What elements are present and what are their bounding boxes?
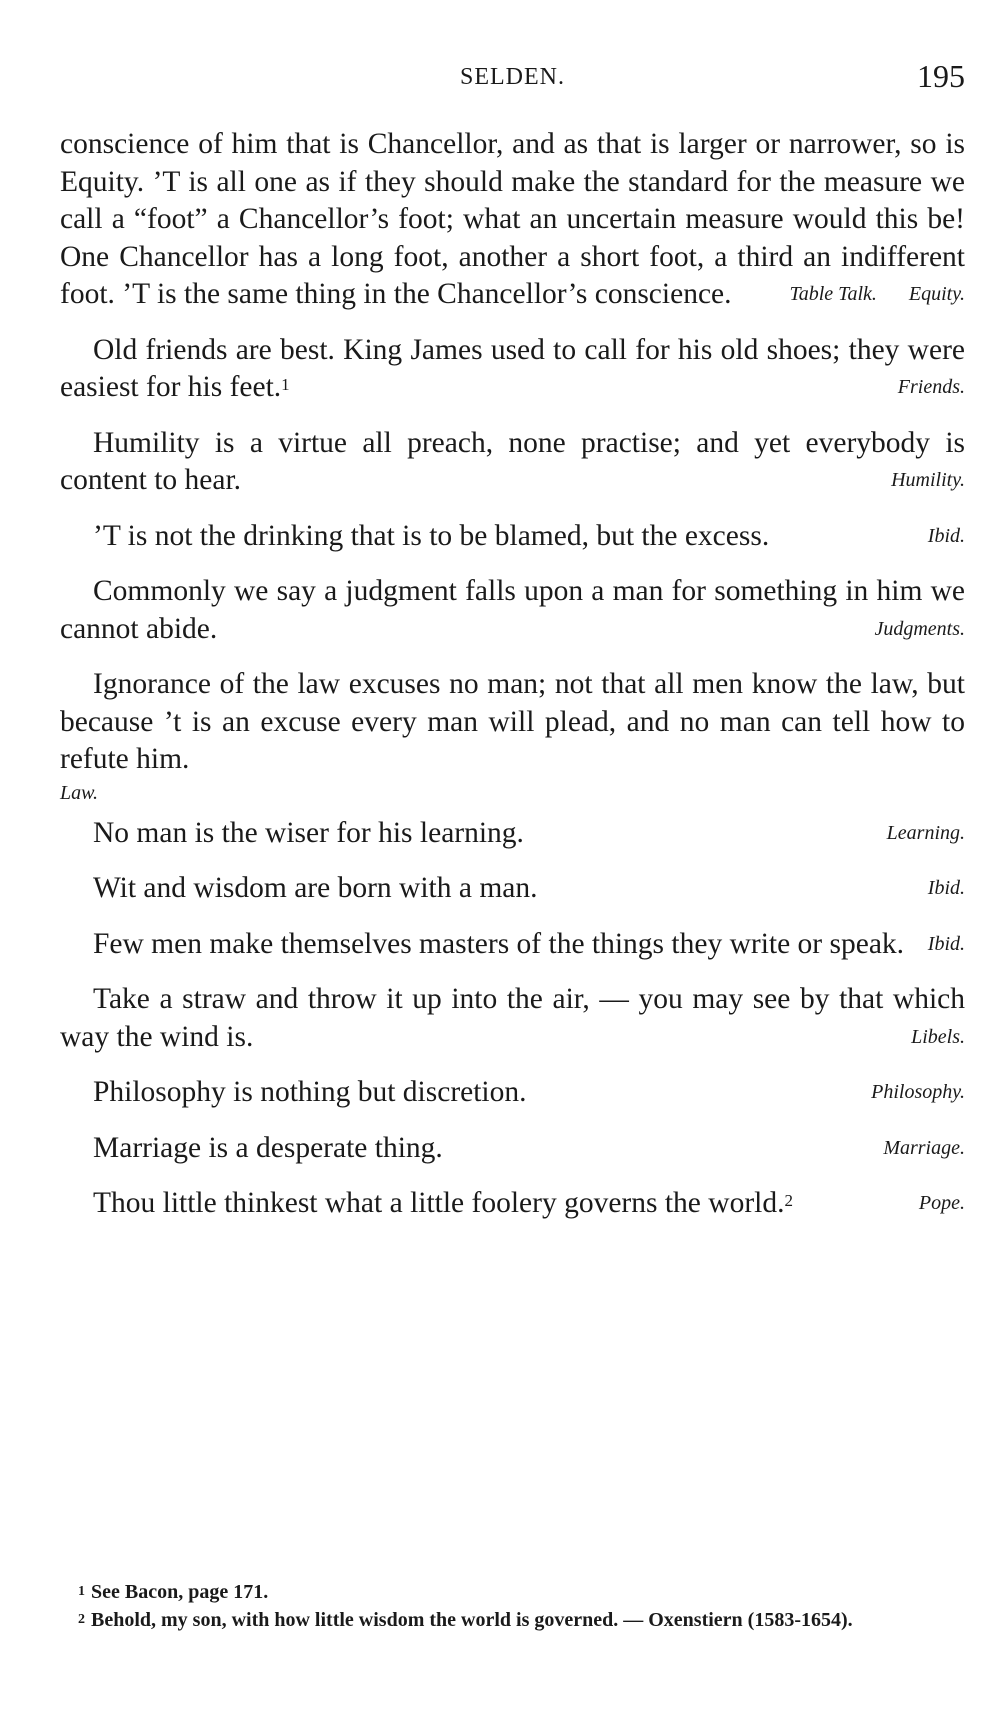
quotation-source-work: Table Talk. bbox=[789, 283, 877, 305]
quotation-source: Law. bbox=[60, 781, 98, 804]
quotation-entry bbox=[60, 981, 965, 1056]
footnotes bbox=[60, 1578, 965, 1634]
quotation-entry bbox=[60, 332, 965, 407]
footnote-text: See Bacon, page 171. bbox=[91, 1581, 269, 1603]
page-header bbox=[60, 58, 965, 98]
quotation-source: Philosophy. bbox=[871, 1081, 965, 1103]
quotation-text: Old friends are best. King James used to call for his old shoes; they were easiest for his feet. bbox=[60, 333, 965, 403]
quotation-entry bbox=[60, 126, 965, 314]
footnote-marker: 2 bbox=[784, 1191, 793, 1210]
quotation-entry bbox=[60, 926, 965, 964]
quotation-source: Ibid. bbox=[927, 932, 965, 955]
quotation-source: Ibid. bbox=[927, 877, 965, 899]
quotation-text: Few men make themselves masters of the things they write or speak. bbox=[93, 927, 905, 960]
quotation-source: Learning. bbox=[886, 821, 965, 844]
quotation-source: Judgments. bbox=[874, 617, 965, 640]
quotation-entry bbox=[60, 425, 965, 500]
quotation-text: No man is the wiser for his learning. bbox=[93, 816, 524, 849]
quotation-source: Pope. bbox=[918, 1192, 965, 1214]
quotation-text: Marriage is a desperate thing. bbox=[93, 1131, 443, 1164]
quotation-entry bbox=[60, 1074, 965, 1112]
quotation-text: Ignorance of the law excuses no man; not that all men know the law, but because ’t is an excuse every man will plead, and no man can tell how to refute him. bbox=[60, 668, 965, 775]
running-title: SELDEN. bbox=[460, 64, 565, 90]
page-body bbox=[60, 126, 965, 1241]
page-number: 195 bbox=[917, 58, 965, 94]
quotation-entry bbox=[60, 1185, 965, 1223]
quotation-source: Ibid. bbox=[927, 524, 965, 547]
quotation-source: Libels. bbox=[911, 1025, 965, 1048]
quotation-text: Philosophy is nothing but discretion. bbox=[93, 1076, 527, 1108]
quotation-text: conscience of him that is Chancellor, and as that is larger or narrower, so is Equity. ’T is all one as if they should make the standard for the measure we call a “foot” a Chancellor’s foot; what an uncertain measure would this be! One Chancellor has a long foot, another a short foot, a third an indifferent foot. ’T is the same thing in the Chancellor’s conscience. bbox=[60, 128, 965, 310]
footnote-marker: 1 bbox=[281, 375, 290, 394]
quotation-entry bbox=[60, 815, 965, 853]
quotation-source: Friends. bbox=[897, 376, 965, 398]
footnote bbox=[60, 1578, 965, 1606]
footnote-number: 1 bbox=[78, 1584, 85, 1599]
quotation-text: ’T is not the drinking that is to be blamed, but the excess. bbox=[93, 519, 770, 552]
quotation-source: Marriage. bbox=[883, 1136, 965, 1159]
quotation-entry bbox=[60, 666, 965, 807]
footnote bbox=[60, 1606, 965, 1634]
quotation-source: Humility. bbox=[891, 469, 965, 491]
footnote-number: 2 bbox=[78, 1612, 85, 1627]
quotation-text: Thou little thinkest what a little foolery governs the world. bbox=[93, 1187, 785, 1219]
footnote-text: Behold, my son, with how little wisdom the world is governed. — Oxenstiern (1583-1654). bbox=[91, 1609, 853, 1631]
quotation-source-section: Equity. bbox=[908, 283, 965, 305]
quotation-entry bbox=[60, 573, 965, 648]
quotation-text: Commonly we say a judgment falls upon a man for something in him we cannot abide. bbox=[60, 575, 965, 645]
quotation-text: Wit and wisdom are born with a man. bbox=[93, 872, 538, 904]
quotation-text: Take a straw and throw it up into the air, — you may see by that which way the wind is. bbox=[60, 983, 965, 1053]
quotation-entry bbox=[60, 870, 965, 908]
quotation-entry bbox=[60, 518, 965, 556]
quotation-text: Humility is a virtue all preach, none practise; and yet everybody is content to hear. bbox=[60, 426, 965, 496]
quotation-entry bbox=[60, 1130, 965, 1168]
